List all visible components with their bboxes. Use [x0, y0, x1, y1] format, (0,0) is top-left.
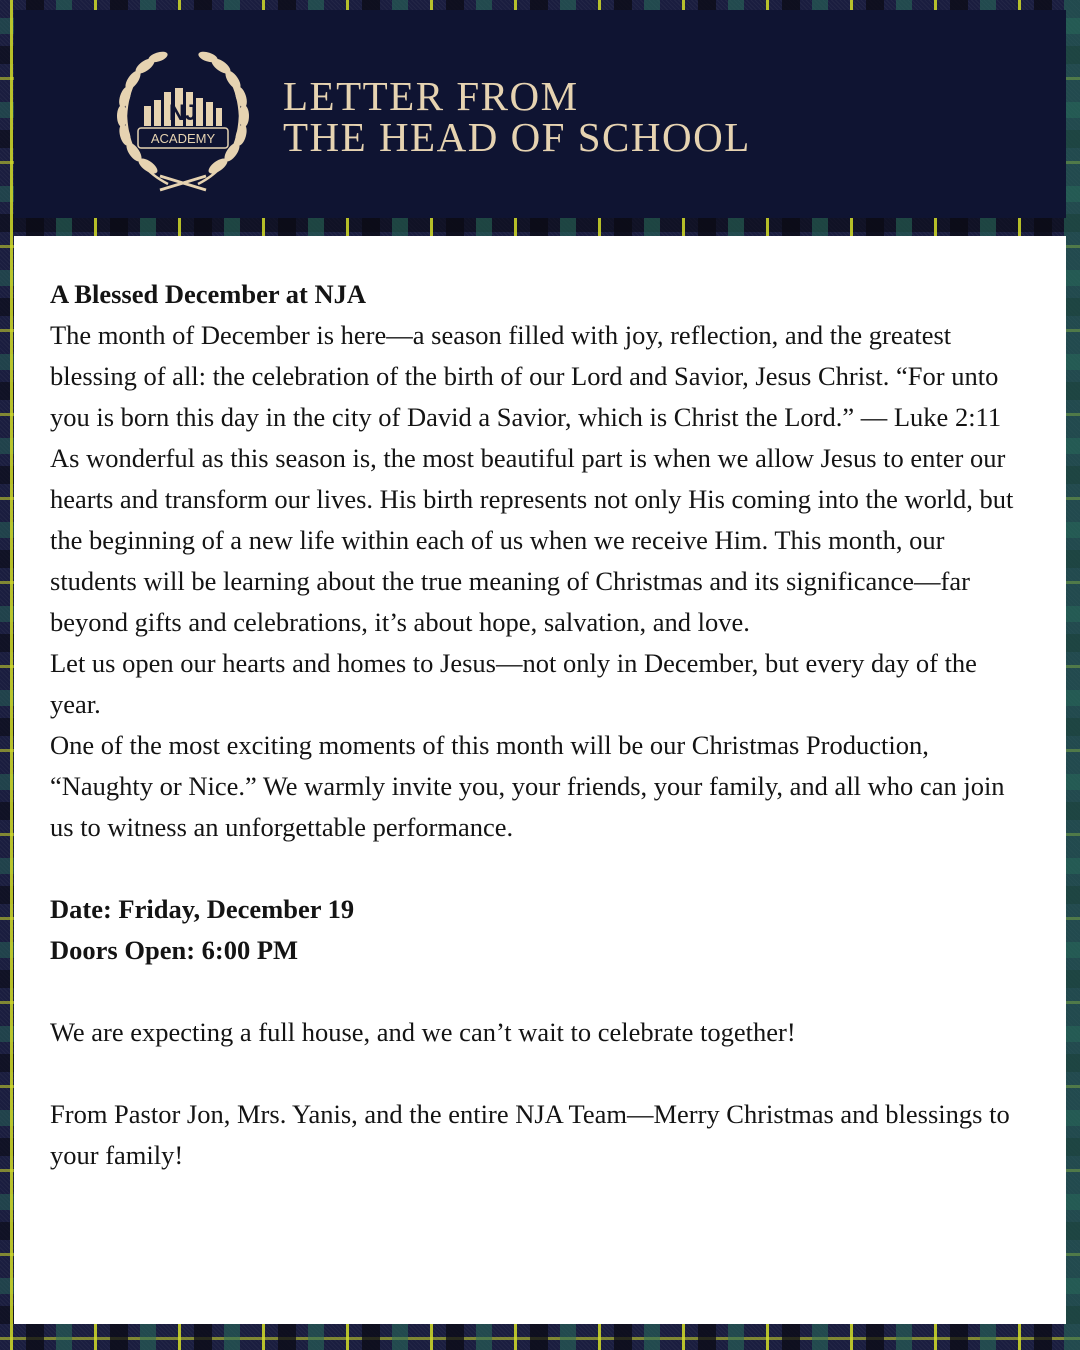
letter-paragraph-4: One of the most exciting moments of this month will be our Christmas Production, “Naughty or Nice.” We warmly invite you, your friends, your family, and all who can join us to witness an unforgettable performance. — [50, 730, 1005, 842]
spacer — [50, 971, 1030, 1012]
event-date: Date: Friday, December 19 — [50, 894, 355, 924]
logo-mark-text: NJ — [168, 100, 198, 125]
academy-logo — [108, 44, 258, 194]
letter-heading: A Blessed December at NJA — [50, 279, 366, 309]
letter-paragraph-3: Let us open our hearts and homes to Jesus—not only in December, but every day of the year. — [50, 648, 977, 719]
event-doors-open: Doors Open: 6:00 PM — [50, 935, 299, 965]
letter-closing: From Pastor Jon, Mrs. Yanis, and the entire NJA Team—Merry Christmas and blessings to your family! — [50, 1099, 1010, 1170]
letter-expecting: We are expecting a full house, and we can’t wait to celebrate together! — [50, 1017, 796, 1047]
letter-body — [50, 274, 1030, 1176]
letter-paragraph-2: As wonderful as this season is, the most beautiful part is when we allow Jesus to enter our hearts and transform our lives. His birth represents not only His coming into the world, but the beginning of a new life within each of us when we receive Him. This month, our students will be learning about the true meaning of Christmas and its significance—far beyond gifts and celebrations, it’s about hope, salvation, and love. — [50, 443, 1014, 637]
title-line-1: LETTER FROM — [283, 73, 579, 119]
page-title — [283, 73, 751, 160]
laurel-wreath-icon — [108, 44, 258, 194]
title-line-2: THE HEAD OF SCHOOL — [283, 114, 751, 160]
letter-card — [14, 236, 1066, 1324]
spacer — [50, 848, 1030, 889]
letter-paragraph-1: The month of December is here—a season filled with joy, reflection, and the greatest blessing of all: the celebration of the birth of our Lord and Savior, Jesus Christ. “For unto you is born this day in the city of David a Savior, which is Christ the Lord.” — Luke 2:11 — [50, 320, 1002, 432]
logo-badge-text: ACADEMY — [150, 131, 216, 146]
spacer — [50, 1053, 1030, 1094]
